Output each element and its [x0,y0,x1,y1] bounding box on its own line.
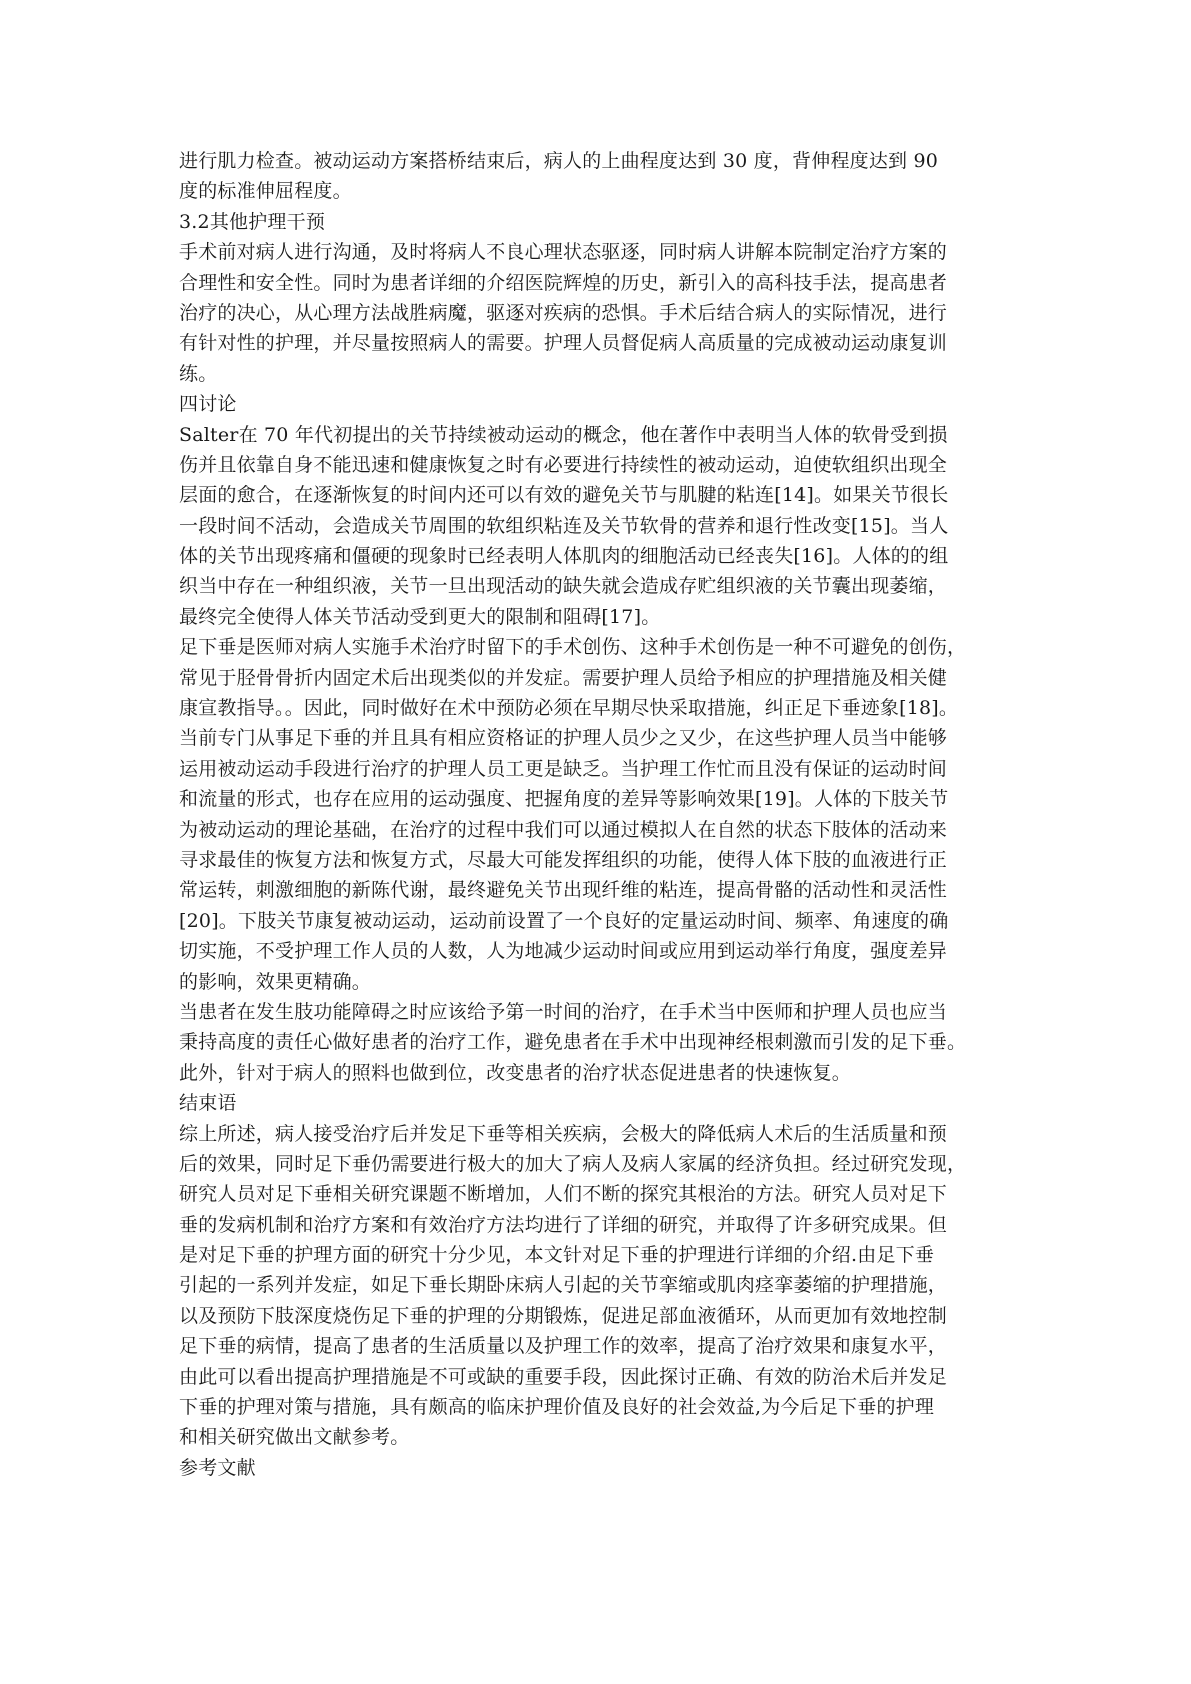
text-line: 秉持高度的责任心做好患者的治疗工作，避免患者在手术中出现神经根刺激而引发的足下垂。 [179,1031,967,1054]
text-line: 寻求最佳的恢复方法和恢复方式，尽最大可能发挥组织的功能，使得人体下肢的血液进行正 [179,848,948,871]
section-heading-references: 参考文献 [179,1456,256,1479]
text-line: 有针对性的护理，并尽量按照病人的需要。护理人员督促病人高质量的完成被动运动康复训 [179,332,948,355]
text-line: 伤并且依靠自身不能迅速和健康恢复之时有必要进行持续性的被动运动，迫使软组织出现全 [179,453,948,476]
section-heading-conclusion: 结束语 [179,1092,237,1115]
text-line: 织当中存在一种组织液，关节一旦出现活动的缺失就会造成存贮组织液的关节囊出现萎缩， [179,575,948,598]
text-line: 由此可以看出提高护理措施是不可或缺的重要手段，因此探讨正确、有效的防治术后并发足 [179,1365,948,1388]
text-line: 合理性和安全性。同时为患者详细的介绍医院辉煌的历史，新引入的高科技手法，提高患者 [179,271,948,294]
text-line: 进行肌力检查。被动运动方案搭桥结束后，病人的上曲程度达到 30 度，背伸程度达到 90 [179,150,939,172]
text-line: Salter在 70 年代初提出的关节持续被动运动的概念，他在著作中表明当人体的软骨受到损 [179,423,948,446]
text-line: 运用被动运动手段进行治疗的护理人员工更是缺乏。当护理工作忙而且没有保证的运动时间 [179,757,948,780]
text-line: 层面的愈合，在逐渐恢复的时间内还可以有效的避免关节与肌腱的粘连[14]。如果关节很长 [179,484,949,507]
text-line: 是对足下垂的护理方面的研究十分少见，本文针对足下垂的护理进行详细的介绍.由足下垂 [179,1244,935,1267]
text-line: 一段时间不活动，会造成关节周围的软组织粘连及关节软骨的营养和退行性改变[15]。当人 [179,514,949,537]
text-line: 和相关研究做出文献参考。 [179,1426,410,1449]
text-line: 足下垂是医师对病人实施手术治疗时留下的手术创伤、这种手术创伤是一种不可避免的创伤， [179,636,967,659]
text-line: 常见于胫骨骨折内固定术后出现类似的并发症。需要护理人员给予相应的护理措施及相关健 [179,666,948,689]
text-line: 足下垂的病情，提高了患者的生活质量以及护理工作的效率，提高了治疗效果和康复水平， [179,1335,948,1358]
text-line: 练。 [179,362,218,385]
text-line: 手术前对病人进行沟通，及时将病人不良心理状态驱逐，同时病人讲解本院制定治疗方案的 [179,241,948,264]
text-line: 当前专门从事足下垂的并且具有相应资格证的护理人员少之又少，在这些护理人员当中能够 [179,727,948,750]
text-line: 常运转，刺激细胞的新陈代谢，最终避免关节出现纤维的粘连，提高骨骼的活动性和灵活性 [179,879,948,902]
text-line: 体的关节出现疼痛和僵硬的现象时已经表明人体肌肉的细胞活动已经丧失[16]。人体的的组 [179,545,949,568]
text-line: 为被动运动的理论基础，在治疗的过程中我们可以通过模拟人在自然的状态下肢体的活动来 [179,818,948,841]
text-line: 最终完全使得人体关节活动受到更大的限制和阻碍[17]。 [179,605,661,628]
text-line: 综上所述，病人接受治疗后并发足下垂等相关疾病，会极大的降低病人术后的生活质量和预 [179,1122,948,1145]
text-line: 此外，针对于病人的照料也做到位，改变患者的治疗状态促进患者的快速恢复。 [179,1061,852,1084]
text-line: 后的效果，同时足下垂仍需要进行极大的加大了病人及病人家属的经济负担。经过研究发现， [179,1152,967,1175]
section-heading-discussion: 四讨论 [179,393,237,416]
text-line: 引起的一系列并发症，如足下垂长期卧床病人引起的关节挛缩或肌肉痉挛萎缩的护理措施， [179,1274,948,1297]
text-line: 下垂的护理对策与措施，具有颇高的临床护理价值及良好的社会效益,为今后足下垂的护理 [179,1396,935,1419]
text-line: 的影响，效果更精确。 [179,970,372,993]
document-body [179,146,1017,1483]
text-line: [20]。下肢关节康复被动运动，运动前设置了一个良好的定量运动时间、频率、角速度的确 [179,909,949,932]
text-line: 当患者在发生肢功能障碍之时应该给予第一时间的治疗，在手术当中医师和护理人员也应当 [179,1000,948,1023]
text-line: 以及预防下肢深度烧伤足下垂的护理的分期锻炼，促进足部血液循环，从而更加有效地控制 [179,1304,948,1327]
text-line: 切实施，不受护理工作人员的人数，人为地减少运动时间或应用到运动举行角度，强度差异 [179,940,948,963]
text-line: 治疗的决心，从心理方法战胜病魔，驱逐对疾病的恐惧。手术后结合病人的实际情况，进行 [179,301,948,324]
text-line: 研究人员对足下垂相关研究课题不断增加，人们不断的探究其根治的方法。研究人员对足下 [179,1183,948,1206]
text-line: 度的标准伸屈程度。 [179,180,352,203]
text-line: 和流量的形式，也存在应用的运动强度、把握角度的差异等影响效果[19]。人体的下肢关节 [179,788,949,811]
text-line: 垂的发病机制和治疗方案和有效治疗方法均进行了详细的研究，并取得了许多研究成果。但 [179,1213,948,1236]
section-heading-3-2: 3.2其他护理干预 [179,210,326,233]
text-line: 康宣教指导。。因此，同时做好在术中预防必须在早期尽快采取措施，纠正足下垂迹象[18]。 [179,697,959,720]
